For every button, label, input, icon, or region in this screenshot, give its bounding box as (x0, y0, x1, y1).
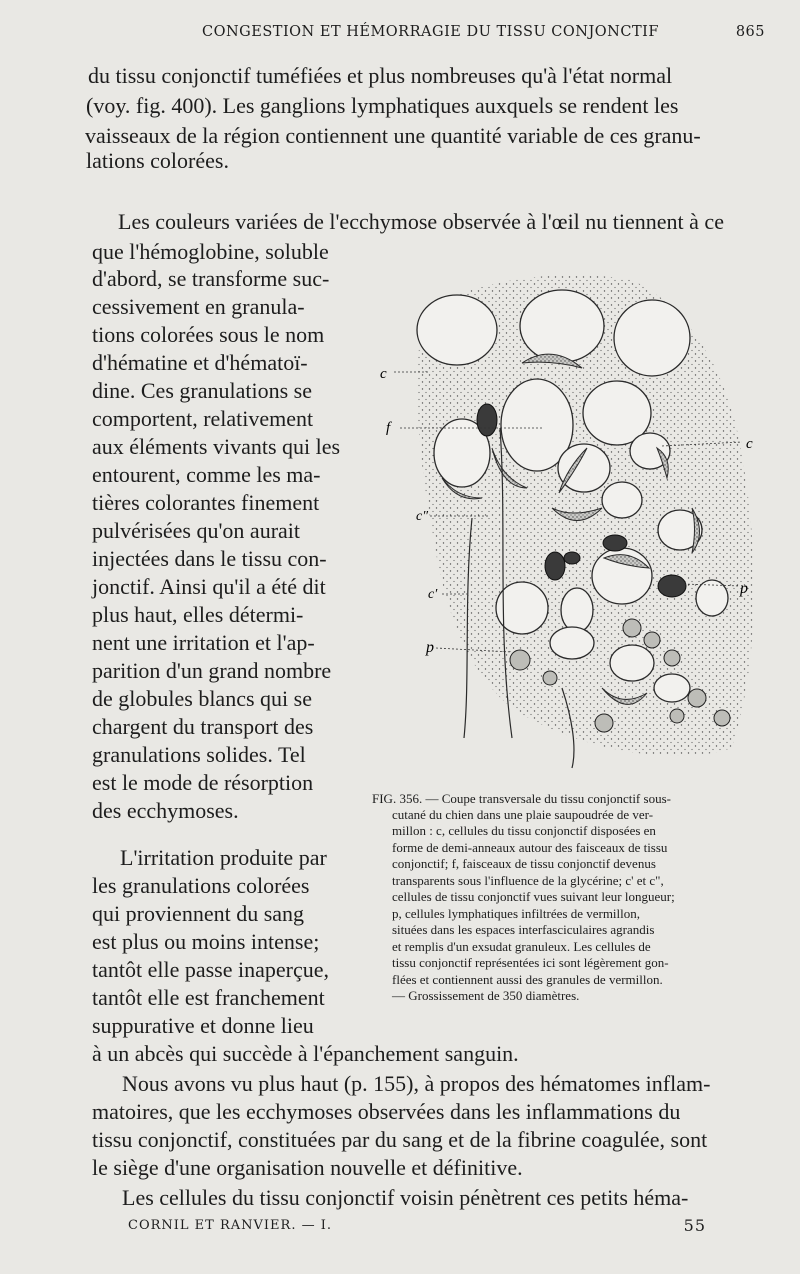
figure-caption-line: forme de demi-anneaux autour des faisceaux de tissu (392, 840, 668, 855)
text-line: tières colorantes finement (92, 490, 320, 515)
text-line: cessivement en granula- (92, 294, 305, 319)
page-number: 865 (735, 24, 765, 40)
text-line: injectées dans le tissu con- (92, 546, 327, 571)
text-line: des ecchymoses. (92, 798, 239, 823)
text-line: Nous avons vu plus haut (p. 155), à propos des hématomes inflam- (122, 1071, 711, 1096)
text-line: entourent, comme les ma- (92, 462, 321, 487)
text-line: tions colorées sous le nom (92, 322, 325, 347)
figure-caption-line: situées dans les espaces interfasciculaires agrandis (392, 922, 655, 937)
text-line: dine. Ces granulations se (92, 378, 312, 403)
text-line: tantôt elle est franchement (92, 985, 325, 1010)
figure-caption-line: — Grossissement de 350 diamètres. (392, 988, 580, 1003)
text-line: tissu conjonctif, constituées par du sang et de la fibrine coagulée, sont (92, 1127, 708, 1152)
label-p-right: p (740, 580, 748, 597)
text-line: lations colorées. (86, 148, 229, 173)
figure-caption-line: et remplis d'un exsudat granuleux. Les cellules de (392, 939, 651, 954)
text-line: du tissu conjonctif tuméfiées et plus nombreuses qu'à l'état normal (88, 63, 673, 88)
text-line: Les cellules du tissu conjonctif voisin pénètrent ces petits héma- (122, 1185, 689, 1210)
text-line: nent une irritation et l'ap- (92, 630, 315, 655)
text-line: plus haut, elles détermi- (92, 602, 304, 627)
figure-356 (372, 268, 764, 780)
figure-caption-line: tissu conjonctif représentées ici sont légèrement gon- (392, 955, 669, 970)
label-c: c (380, 366, 387, 382)
text-line: granulations solides. Tel (92, 742, 306, 767)
figure-caption-line: conjonctif; f, faisceaux de tissu conjonctif devenus (392, 856, 656, 871)
text-line: Les couleurs variées de l'ecchymose observée à l'œil nu tiennent à ce (118, 209, 724, 234)
label-c-double-prime: c″ (416, 509, 429, 524)
text-line: est le mode de résorption (92, 770, 314, 795)
figure-caption-line: millon : c, cellules du tissu conjonctif disposées en (392, 823, 656, 838)
label-f: f (386, 420, 391, 436)
text-line: chargent du transport des (92, 714, 314, 739)
text-line: L'irritation produite par (120, 845, 327, 870)
footer-authors: CORNIL ET RANVIER. — I. (128, 1218, 332, 1233)
text-line: de globules blancs qui se (92, 686, 312, 711)
signature-mark: 55 (683, 1216, 706, 1235)
label-c-right: c (746, 436, 753, 452)
figure-caption-line: cutané du chien dans une plaie saupoudrée de ver- (392, 807, 654, 822)
figure-caption-line: p, cellules lymphatiques infiltrées de vermillon, (392, 906, 641, 921)
text-line: tantôt elle passe inaperçue, (92, 957, 330, 982)
text-line: (voy. fig. 400). Les ganglions lymphatiques auxquels se rendent les (86, 93, 679, 118)
text-line: le siège d'une organisation nouvelle et définitive. (92, 1155, 523, 1180)
text-line: pulvérisées qu'on aurait (92, 518, 301, 543)
text-line: que l'hémoglobine, soluble (92, 239, 329, 264)
text-line: d'abord, se transforme suc- (92, 266, 330, 291)
running-head-title: CONGESTION ET HÉMORRAGIE DU TISSU CONJONCTIF (202, 24, 659, 40)
text-line: suppurative et donne lieu (92, 1013, 314, 1038)
text-line: comportent, relativement (92, 406, 314, 431)
text-line: qui proviennent du sang (92, 901, 305, 926)
text-line: à un abcès qui succède à l'épanchement sanguin. (92, 1041, 519, 1066)
figure-caption-line: cellules de tissu conjonctif vues suivant leur longueur; (392, 889, 675, 904)
figure-caption-line: transparents sous l'influence de la glycérine; c' et c", (392, 873, 664, 888)
tissue-section-drawing (372, 268, 764, 780)
text-line: aux éléments vivants qui les (92, 434, 341, 459)
text-line: les granulations colorées (92, 873, 310, 898)
text-line: matoires, que les ecchymoses observées dans les inflammations du (92, 1099, 681, 1124)
figure-caption-line: FIG. 356. — Coupe transversale du tissu conjonctif sous- (372, 791, 671, 806)
text-line: d'hématine et d'hématoï- (92, 350, 308, 375)
figure-caption-line: flées et contiennent aussi des granules de vermillon. (392, 972, 663, 987)
text-line: vaisseaux de la région contiennent une quantité variable de ces granu- (85, 123, 701, 148)
text-line: jonctif. Ainsi qu'il a été dit (92, 574, 326, 599)
text-line: parition d'un grand nombre (92, 658, 332, 683)
label-p-left: p (426, 639, 434, 656)
text-line: est plus ou moins intense; (92, 929, 320, 954)
label-c-prime: c′ (428, 587, 438, 602)
